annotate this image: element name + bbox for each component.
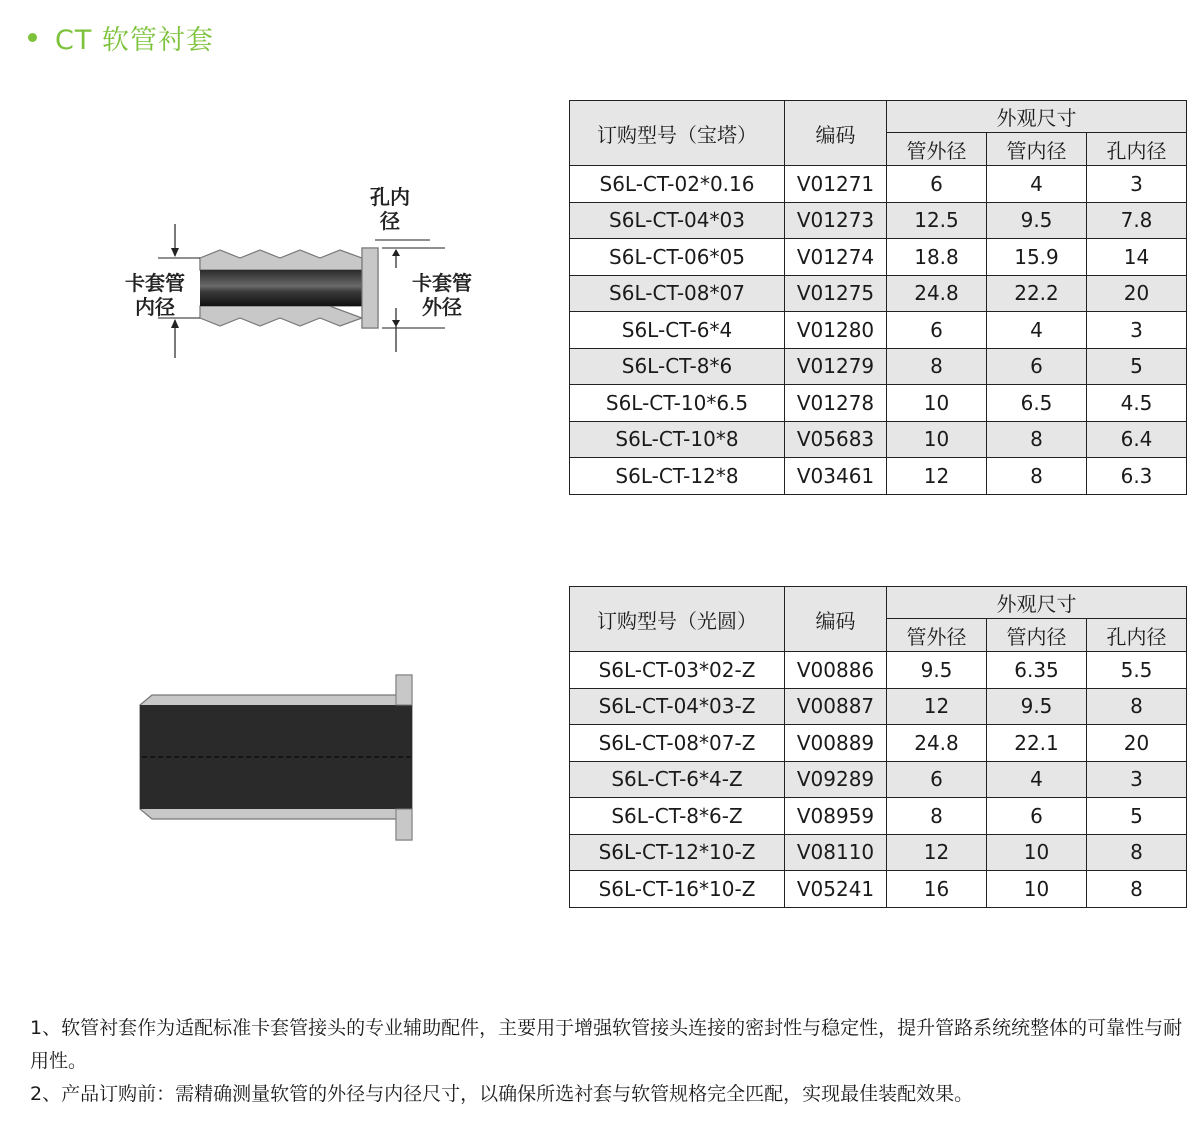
label-outer-1: 卡套管 — [412, 271, 472, 295]
header-od: 管外径 — [887, 619, 987, 652]
cell-hole: 8 — [1087, 688, 1187, 725]
cell-od: 10 — [887, 421, 987, 458]
table-row — [570, 798, 1187, 835]
cell-id: 4 — [987, 761, 1087, 798]
cell-model: S6L-CT-6*4-Z — [570, 761, 785, 798]
cell-model: S6L-CT-04*03 — [570, 202, 785, 239]
cell-id: 6.35 — [987, 652, 1087, 689]
cell-id: 8 — [987, 421, 1087, 458]
barbed-insert-diagram — [100, 180, 500, 370]
cell-code: V01278 — [785, 385, 887, 422]
label-inner-1: 卡套管 — [125, 271, 185, 295]
cell-code: V01279 — [785, 348, 887, 385]
cell-id: 10 — [987, 834, 1087, 871]
cell-code: V01273 — [785, 202, 887, 239]
header-dims: 外观尺寸 — [887, 587, 1187, 619]
cell-model: S6L-CT-08*07-Z — [570, 725, 785, 762]
table-row — [570, 761, 1187, 798]
cell-id: 8 — [987, 458, 1087, 495]
cell-model: S6L-CT-6*4 — [570, 312, 785, 349]
cell-model: S6L-CT-08*07 — [570, 275, 785, 312]
cell-od: 10 — [887, 385, 987, 422]
cell-hole: 5 — [1087, 798, 1187, 835]
cell-code: V01271 — [785, 166, 887, 203]
table-row — [570, 312, 1187, 349]
cell-id: 4 — [987, 312, 1087, 349]
table-row — [570, 834, 1187, 871]
header-id: 管内径 — [987, 619, 1087, 652]
cell-hole: 8 — [1087, 871, 1187, 908]
header-code: 编码 — [785, 101, 887, 166]
cell-code: V00886 — [785, 652, 887, 689]
cell-hole: 20 — [1087, 725, 1187, 762]
table-row — [570, 275, 1187, 312]
section-title — [28, 18, 214, 57]
cell-hole: 3 — [1087, 166, 1187, 203]
cell-model: S6L-CT-12*8 — [570, 458, 785, 495]
cell-hole: 20 — [1087, 275, 1187, 312]
table-row — [570, 166, 1187, 203]
header-hole: 孔内径 — [1087, 133, 1187, 166]
cell-od: 16 — [887, 871, 987, 908]
cell-id: 4 — [987, 166, 1087, 203]
cell-od: 9.5 — [887, 652, 987, 689]
cell-od: 18.8 — [887, 239, 987, 276]
smooth-insert-diagram — [120, 665, 430, 850]
cell-od: 6 — [887, 761, 987, 798]
table-row — [570, 348, 1187, 385]
cell-code: V00889 — [785, 725, 887, 762]
product-notes — [30, 1012, 1190, 1111]
cell-hole: 7.8 — [1087, 202, 1187, 239]
cell-id: 22.1 — [987, 725, 1087, 762]
section-title-text: CT 软管衬套 — [55, 25, 214, 56]
cell-id: 9.5 — [987, 688, 1087, 725]
cell-od: 8 — [887, 798, 987, 835]
cell-model: S6L-CT-04*03-Z — [570, 688, 785, 725]
cell-od: 6 — [887, 166, 987, 203]
cell-id: 6 — [987, 348, 1087, 385]
header-id: 管内径 — [987, 133, 1087, 166]
flange — [362, 248, 378, 328]
note-2: 2、产品订购前：需精确测量软管的外径与内径尺寸，以确保所选衬套与软管规格完全匹配，实现最佳装配效果。 — [30, 1083, 974, 1105]
cell-code: V05683 — [785, 421, 887, 458]
table-row — [570, 871, 1187, 908]
cell-code: V01280 — [785, 312, 887, 349]
cell-code: V08110 — [785, 834, 887, 871]
cell-od: 24.8 — [887, 725, 987, 762]
table-row — [570, 202, 1187, 239]
cell-code: V01274 — [785, 239, 887, 276]
cell-hole: 6.4 — [1087, 421, 1187, 458]
cell-id: 6 — [987, 798, 1087, 835]
cell-hole: 5.5 — [1087, 652, 1187, 689]
sleeve-bore — [140, 705, 412, 809]
cell-id: 9.5 — [987, 202, 1087, 239]
cell-code: V05241 — [785, 871, 887, 908]
header-model: 订购型号（光圆） — [570, 587, 785, 652]
label-outer-2: 外径 — [422, 295, 462, 319]
cell-model: S6L-CT-8*6 — [570, 348, 785, 385]
cell-model: S6L-CT-10*6.5 — [570, 385, 785, 422]
cell-code: V08959 — [785, 798, 887, 835]
header-od: 管外径 — [887, 133, 987, 166]
table-row — [570, 421, 1187, 458]
table-row — [570, 458, 1187, 495]
cell-hole: 14 — [1087, 239, 1187, 276]
label-hole-2: 径 — [380, 209, 400, 233]
cell-od: 24.8 — [887, 275, 987, 312]
cell-od: 12 — [887, 834, 987, 871]
note-1: 1、软管衬套作为适配标准卡套管接头的专业辅助配件，主要用于增强软管接头连接的密封性与稳定性，提升管路系统统整体的可靠性与耐用性。 — [30, 1017, 1183, 1072]
barbed-spec-table — [569, 100, 1187, 495]
header-code: 编码 — [785, 587, 887, 652]
cell-od: 6 — [887, 312, 987, 349]
cell-model: S6L-CT-03*02-Z — [570, 652, 785, 689]
cell-code: V09289 — [785, 761, 887, 798]
cell-model: S6L-CT-8*6-Z — [570, 798, 785, 835]
cell-hole: 5 — [1087, 348, 1187, 385]
cell-code: V00887 — [785, 688, 887, 725]
cell-hole: 8 — [1087, 834, 1187, 871]
cell-id: 6.5 — [987, 385, 1087, 422]
cell-hole: 4.5 — [1087, 385, 1187, 422]
cell-model: S6L-CT-16*10-Z — [570, 871, 785, 908]
cell-model: S6L-CT-06*05 — [570, 239, 785, 276]
cell-code: V01275 — [785, 275, 887, 312]
table-row — [570, 688, 1187, 725]
header-model: 订购型号（宝塔） — [570, 101, 785, 166]
cell-od: 12 — [887, 458, 987, 495]
cell-od: 12 — [887, 688, 987, 725]
cell-od: 8 — [887, 348, 987, 385]
cell-hole: 3 — [1087, 761, 1187, 798]
table-row — [570, 385, 1187, 422]
hose-bore — [200, 270, 378, 306]
cell-model: S6L-CT-12*10-Z — [570, 834, 785, 871]
cell-hole: 6.3 — [1087, 458, 1187, 495]
cell-code: V03461 — [785, 458, 887, 495]
cell-id: 22.2 — [987, 275, 1087, 312]
cell-model: S6L-CT-02*0.16 — [570, 166, 785, 203]
cell-od: 12.5 — [887, 202, 987, 239]
cell-model: S6L-CT-10*8 — [570, 421, 785, 458]
table-row — [570, 239, 1187, 276]
header-dims: 外观尺寸 — [887, 101, 1187, 133]
cell-id: 10 — [987, 871, 1087, 908]
table-row — [570, 652, 1187, 689]
table-row — [570, 725, 1187, 762]
bullet-dot-icon — [28, 33, 37, 42]
smooth-spec-table — [569, 586, 1187, 908]
label-inner-2: 内径 — [135, 295, 175, 319]
cell-id: 15.9 — [987, 239, 1087, 276]
barb-body-upper — [200, 250, 362, 270]
header-hole: 孔内径 — [1087, 619, 1187, 652]
cell-hole: 3 — [1087, 312, 1187, 349]
label-hole-1: 孔内 — [370, 185, 410, 209]
